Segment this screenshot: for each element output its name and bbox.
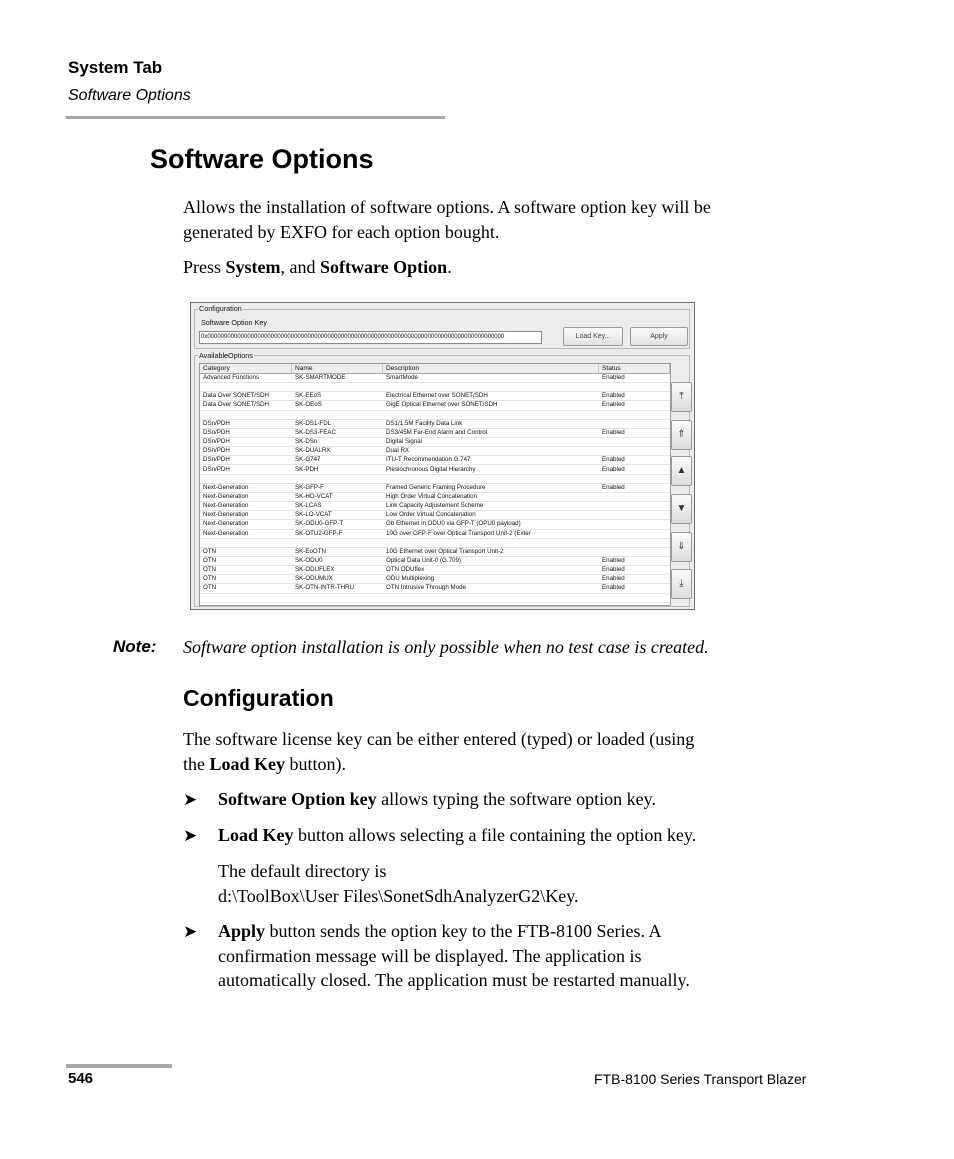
description-cell: Framed Generic Framing Procedure — [386, 483, 486, 491]
table-row[interactable] — [200, 420, 670, 429]
bullet-arrow-icon: ➤ — [183, 826, 198, 845]
name-cell: SK-HO-VCAT — [295, 492, 333, 500]
category-cell: OTN — [203, 566, 217, 574]
note-label: Note: — [113, 637, 157, 656]
table-row[interactable] — [200, 530, 670, 539]
description-cell: High Order Virtual Concatenation — [386, 492, 478, 500]
note-text: Software option installation is only possible when no test case is created. — [183, 637, 709, 657]
status-cell: Enabled — [602, 584, 625, 592]
name-cell: SK-ODUFLEX — [295, 566, 335, 574]
table-row[interactable] — [200, 539, 670, 548]
name-cell: SK-OEoS — [295, 401, 322, 409]
category-cell: Data Over SONET/SDH — [203, 392, 270, 400]
description-cell: SmartMode — [386, 374, 418, 381]
description-cell: 10G over GFP-F over Optical Transport Unit-2 (Exter — [386, 529, 531, 537]
column-header-name[interactable]: Name — [292, 364, 383, 374]
table-row[interactable] — [200, 557, 670, 566]
running-header-section: System Tab — [68, 58, 163, 77]
description-cell: ITU-T Recommendation G.747 — [386, 456, 471, 464]
bullet-2-text: button allows selecting a file containing the option key. — [293, 825, 697, 845]
table-row[interactable] — [200, 447, 670, 456]
table-row[interactable] — [200, 466, 670, 475]
description-cell: Low Order Virtual Concatenation — [386, 511, 476, 519]
description-cell: ODU Multiplexing — [386, 575, 435, 583]
description-cell: DS3/45M Far-End Alarm and Control — [386, 428, 488, 436]
name-cell: SK-SMARTMODE — [295, 374, 346, 381]
description-cell: OTN Intrusive Through Mode — [386, 584, 467, 592]
status-cell: Enabled — [602, 566, 625, 574]
description-cell: OTN ODUflex — [386, 566, 425, 574]
name-cell: SK-GFP-F — [295, 483, 324, 491]
table-row[interactable] — [200, 548, 670, 557]
bullet-1-text: allows typing the software option key. — [376, 789, 656, 809]
description-cell: Electrical Ethernet over SONET/SDH — [386, 392, 488, 400]
bullet-1-bold: Software Option key — [218, 789, 377, 809]
software-option-key-label: Software Option Key — [201, 318, 267, 327]
table-row[interactable] — [200, 429, 670, 438]
name-cell: SK-OTN-INTR-THRU — [295, 584, 355, 592]
default-directory — [218, 859, 818, 908]
description-cell: DS1/1.5M Facility Data Link — [386, 419, 463, 427]
description-cell: Optical Data Unit-0 (G.709) — [386, 557, 461, 564]
table-row[interactable] — [200, 411, 670, 420]
software-option-key-input[interactable]: 0x00000000000000000000000000000000000000000000000000000000000000000000000000000000000000000 — [199, 331, 542, 344]
table-row[interactable] — [200, 383, 670, 392]
name-cell: SK-DUALRX — [295, 447, 331, 455]
status-cell: Enabled — [602, 401, 625, 409]
name-cell: SK-EEoS — [295, 392, 322, 400]
table-row[interactable] — [200, 575, 670, 584]
table-row[interactable] — [200, 493, 670, 502]
table-row[interactable] — [200, 502, 670, 511]
category-cell: Next-Generation — [203, 492, 249, 500]
description-cell: Gb Ethernet in ODU0 via GFP-T (OPU0 payload) — [386, 520, 521, 528]
description-cell: 10G Ethernet over Optical Transport Unit-2 — [386, 547, 504, 555]
category-cell: DSn/PDH — [203, 428, 230, 436]
name-cell: SK-G747 — [295, 456, 321, 464]
name-cell: SK-ODU0 — [295, 557, 323, 564]
name-cell: SK-OTU2-GFP-F — [295, 529, 343, 537]
scroll-page-up-icon[interactable]: ⇑ — [671, 420, 692, 450]
category-cell: OTN — [203, 575, 217, 583]
name-cell: SK-ODU0-GFP-T — [295, 520, 344, 528]
configuration-line-2-suffix: button). — [285, 753, 347, 774]
column-header-category[interactable]: Category — [200, 364, 292, 374]
bullet-load-key — [218, 823, 818, 848]
bullet-3-line-1: button sends the option key to the FTB-8100 Series. A — [265, 921, 662, 941]
category-cell: DSn/PDH — [203, 419, 230, 427]
press-system: System — [225, 257, 281, 277]
status-cell: Enabled — [602, 374, 625, 381]
category-cell: Next-Generation — [203, 502, 249, 510]
category-cell: DSn/PDH — [203, 456, 230, 464]
bullet-apply — [218, 919, 818, 993]
configuration-line-1: The software license key can be either entered (typed) or loaded (using — [183, 729, 695, 749]
configuration-load-key: Load Key — [209, 753, 286, 774]
page-number: 546 — [68, 1070, 94, 1087]
status-cell: Enabled — [602, 456, 625, 464]
footer-rule — [66, 1064, 172, 1068]
column-header-description[interactable]: Description — [383, 364, 599, 374]
intro-paragraph — [183, 195, 823, 244]
scroll-top-icon[interactable]: ⤒ — [671, 382, 692, 412]
scroll-page-down-icon[interactable]: ⇓ — [671, 532, 692, 562]
running-header-subsection: Software Options — [68, 87, 191, 104]
intro-line-1: Allows the installation of software options. A software option key will be — [183, 197, 711, 217]
category-cell: DSn/PDH — [203, 447, 230, 455]
name-cell: SK-DS1-FDL — [295, 419, 332, 427]
bullet-software-option-key — [218, 787, 818, 812]
description-cell: Link Capacity Adjustement Scheme — [386, 502, 484, 510]
load-key-button[interactable]: Load Key... — [563, 327, 623, 346]
category-cell: Next-Generation — [203, 511, 249, 519]
status-cell: Enabled — [602, 465, 625, 473]
category-cell: Next-Generation — [203, 529, 249, 537]
name-cell: SK-EoOTN — [295, 547, 326, 555]
column-header-status[interactable]: Status — [599, 364, 670, 374]
table-row[interactable] — [200, 584, 670, 593]
configuration-group-label: Configuration — [199, 304, 242, 313]
bullet-arrow-icon: ➤ — [183, 790, 198, 809]
table-row[interactable] — [200, 456, 670, 465]
description-cell: Plesiochronous Digital Hierarchy — [386, 465, 476, 473]
category-cell: DSn/PDH — [203, 438, 230, 446]
table-row[interactable] — [200, 511, 670, 520]
status-cell: Enabled — [602, 557, 625, 564]
category-cell: OTN — [203, 584, 217, 592]
page-title: Software Options — [150, 144, 374, 174]
category-cell: Data Over SONET/SDH — [203, 401, 270, 409]
intro-line-2: generated by EXFO for each option bought. — [183, 221, 500, 242]
category-cell: OTN — [203, 547, 217, 555]
description-cell: Dual RX — [386, 447, 410, 455]
configuration-paragraph — [183, 727, 823, 776]
bullet-3-bold: Apply — [218, 921, 266, 941]
press-middle: , and — [280, 257, 321, 277]
status-cell: Enabled — [602, 428, 625, 436]
table-row[interactable] — [200, 438, 670, 447]
press-software-option: Software Option — [320, 257, 448, 277]
category-cell: Next-Generation — [203, 520, 249, 528]
table-row[interactable] — [200, 392, 670, 401]
press-instruction — [183, 255, 823, 280]
name-cell: SK-DSn — [295, 438, 318, 446]
name-cell: SK-PDH — [295, 465, 319, 473]
description-cell: GigE Optical Ethernet over SONET/SDH — [386, 401, 498, 409]
apply-button[interactable]: Apply — [630, 327, 688, 346]
category-cell: Next-Generation — [203, 483, 249, 491]
default-directory-line-1: The default directory is — [218, 861, 387, 881]
table-row[interactable] — [200, 401, 670, 410]
name-cell: SK-LCAS — [295, 502, 322, 510]
table-row[interactable] — [200, 484, 670, 493]
bullet-2-bold: Load Key — [218, 825, 294, 845]
category-cell: DSn/PDH — [203, 465, 230, 473]
press-prefix: Press — [183, 257, 226, 277]
name-cell: SK-DS3-FEAC — [295, 428, 336, 436]
status-cell: Enabled — [602, 392, 625, 400]
scroll-bottom-icon[interactable]: ⤓ — [671, 569, 692, 599]
category-cell: OTN — [203, 557, 217, 564]
default-directory-path: d:\ToolBox\User Files\SonetSdhAnalyzerG2\Key. — [218, 885, 579, 906]
name-cell: SK-ODUMUX — [295, 575, 333, 583]
available-options-label: AvailableOptions — [199, 351, 253, 360]
category-cell: Advanced Functions — [203, 374, 260, 381]
name-cell: SK-LO-VCAT — [295, 511, 332, 519]
product-name: FTB-8100 Series Transport Blazer — [594, 1071, 807, 1087]
configuration-heading: Configuration — [183, 685, 334, 711]
table-row[interactable] — [200, 475, 670, 484]
bullet-arrow-icon: ➤ — [183, 922, 198, 941]
scroll-down-icon[interactable]: ▼ — [671, 494, 692, 524]
bullet-3-line-3: automatically closed. The application must be restarted manually. — [218, 970, 690, 990]
table-row[interactable] — [200, 594, 670, 603]
software-options-screenshot — [190, 302, 695, 610]
options-table — [199, 363, 671, 606]
bullet-3-line-2: confirmation message will be displayed. The application is — [218, 945, 642, 966]
status-cell: Enabled — [602, 575, 625, 583]
press-suffix: . — [447, 257, 452, 277]
scroll-up-icon[interactable]: ▲ — [671, 456, 692, 486]
description-cell: Digital Signal — [386, 438, 423, 446]
header-rule — [66, 116, 445, 119]
status-cell: Enabled — [602, 483, 625, 491]
table-row[interactable] — [200, 566, 670, 575]
configuration-line-2-prefix: the — [183, 753, 210, 774]
table-row[interactable] — [200, 520, 670, 529]
table-row[interactable] — [200, 374, 670, 383]
